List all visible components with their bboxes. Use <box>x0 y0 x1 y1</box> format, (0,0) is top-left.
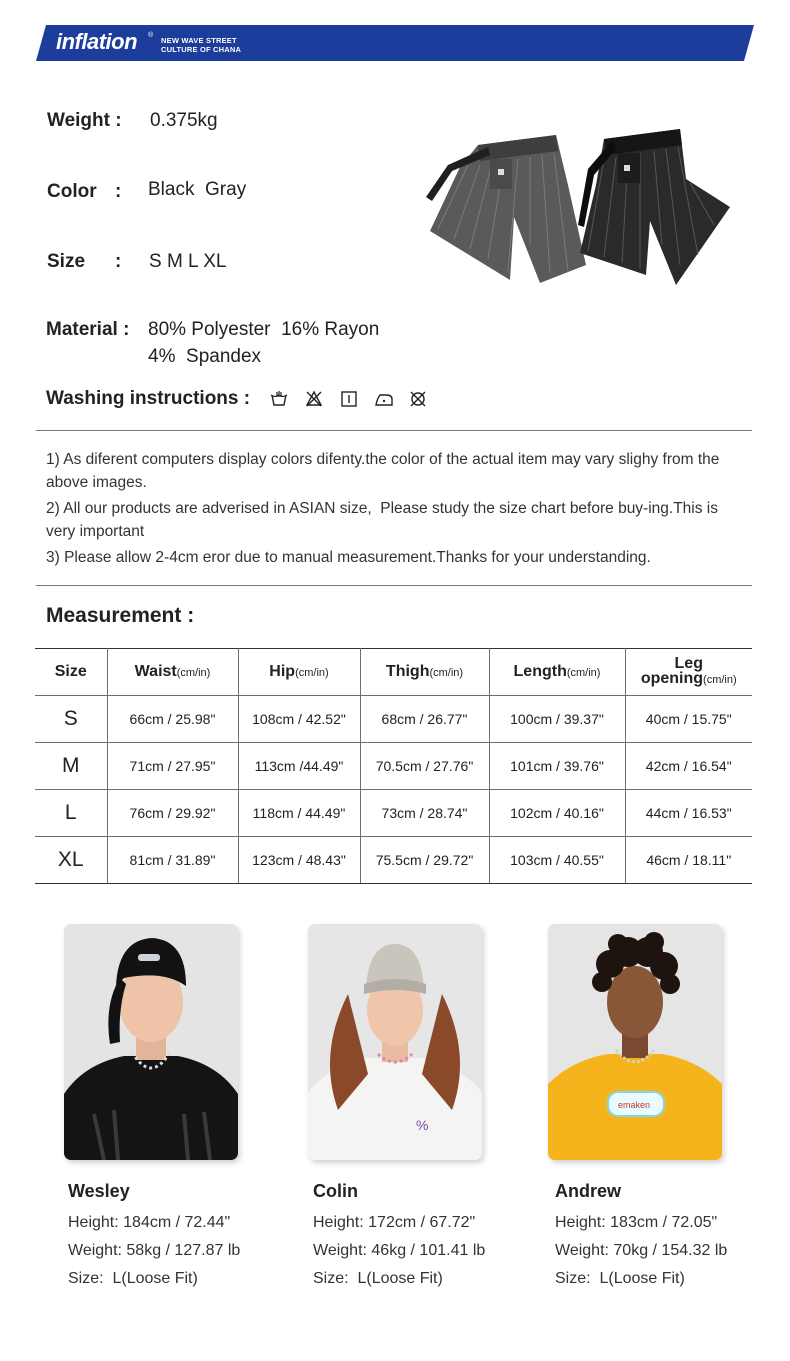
note-2: 2) All our products are adverised in ASIAN size, Please study the size chart before buy-ing.This is very important <box>46 500 723 540</box>
product-image <box>418 125 738 290</box>
model-weight-andrew: Weight: 70kg / 154.32 lb <box>555 1242 728 1259</box>
table-cell: 70.5cm / 27.76" <box>360 743 489 790</box>
header-size-label: Size <box>54 663 87 680</box>
model-weight-wesley: Weight: 58kg / 127.87 lb <box>68 1242 241 1259</box>
col-header-hip <box>238 649 360 696</box>
no-bleach-icon <box>305 389 323 414</box>
table-cell: 68cm / 26.77" <box>360 696 489 743</box>
table-cell: 76cm / 29.92" <box>107 790 238 837</box>
gray-pants <box>426 135 586 283</box>
table-cell: 108cm / 42.52" <box>238 696 360 743</box>
brand-banner <box>36 25 754 61</box>
table-cell: 118cm / 44.49" <box>238 790 360 837</box>
table-header-row <box>35 649 752 696</box>
no-dry-clean-icon <box>409 389 427 414</box>
model-height-andrew: Height: 183cm / 72.05" <box>555 1214 718 1231</box>
table-cell: 73cm / 28.74" <box>360 790 489 837</box>
header-thigh-unit: (cm/in) <box>429 667 464 679</box>
col-header-leg-opening <box>625 649 752 696</box>
model-photo-andrew <box>548 924 722 1160</box>
divider-bottom <box>36 585 752 586</box>
table-cell: 123cm / 48.43" <box>238 837 360 884</box>
header-hip-label: Hip <box>269 663 296 680</box>
banner-shape <box>36 25 754 61</box>
size-label: Size <box>47 251 86 272</box>
header-leg-label: Leg <box>674 655 703 672</box>
table-cell: 40cm / 15.75" <box>625 696 752 743</box>
table-cell: 81cm / 31.89" <box>107 837 238 884</box>
table-row <box>35 696 752 743</box>
model-name-colin: Colin <box>313 1181 358 1201</box>
weight-label: Weight : <box>47 110 122 131</box>
model-name-andrew: Andrew <box>555 1181 622 1201</box>
table-cell: L <box>35 790 107 837</box>
color-colon: : <box>115 181 122 202</box>
table-cell: S <box>35 696 107 743</box>
brand-tagline <box>161 36 241 54</box>
size-colon: : <box>115 251 122 272</box>
washing-label: Washing instructions : <box>46 388 251 409</box>
note-3: 3) Please allow 2-4cm eror due to manual measurement.Thanks for your understanding. <box>46 549 651 566</box>
model-size-andrew: Size: L(Loose Fit) <box>555 1270 685 1287</box>
color-value: Black Gray <box>148 179 247 200</box>
table-row <box>35 837 752 884</box>
header-length-unit: (cm/in) <box>566 667 601 679</box>
weight-value: 0.375kg <box>150 110 218 131</box>
brand-logo[interactable]: inflation <box>56 29 138 54</box>
table-cell: 102cm / 40.16" <box>489 790 625 837</box>
table-cell: 103cm / 40.55" <box>489 837 625 884</box>
material-value-line-2: 4% Spandex <box>148 346 262 367</box>
table-cell: M <box>35 743 107 790</box>
model-weight-colin: Weight: 46kg / 101.41 lb <box>313 1242 486 1259</box>
iron-icon <box>374 389 394 414</box>
table-cell: 44cm / 16.53" <box>625 790 752 837</box>
table-cell: 100cm / 39.37" <box>489 696 625 743</box>
note-1: 1) As diferent computers display colors difenty.the color of the actual item may vary slighy from the above images. <box>46 451 720 491</box>
table-cell: XL <box>35 837 107 884</box>
table-cell: 46cm / 18.11" <box>625 837 752 884</box>
table-cell: 101cm / 39.76" <box>489 743 625 790</box>
header-leg-unit: (cm/in) <box>703 674 737 686</box>
notes-block <box>46 448 746 572</box>
size-value: S M L XL <box>149 251 227 272</box>
tagline-line-2: CULTURE OF CHANA <box>161 45 242 54</box>
shirt-percent-mark: % <box>416 1117 429 1133</box>
model-photo-colin <box>308 924 482 1160</box>
header-thigh-label: Thigh <box>385 663 430 680</box>
hand-wash-icon <box>270 389 288 414</box>
col-header-thigh <box>360 649 489 696</box>
table-row <box>35 743 752 790</box>
table-cell: 66cm / 25.98" <box>107 696 238 743</box>
col-header-waist <box>107 649 238 696</box>
model-height-colin: Height: 172cm / 67.72" <box>313 1214 476 1231</box>
table-row <box>35 790 752 837</box>
model-name-wesley: Wesley <box>68 1181 130 1201</box>
col-header-length <box>489 649 625 696</box>
table-cell: 75.5cm / 29.72" <box>360 837 489 884</box>
black-pants <box>578 129 730 285</box>
header-waist-label: Waist <box>134 663 177 680</box>
table-cell: 42cm / 16.54" <box>625 743 752 790</box>
header-length-label: Length <box>513 663 567 680</box>
divider-top <box>36 430 752 431</box>
material-label: Material : <box>46 319 130 340</box>
model-size-colin: Size: L(Loose Fit) <box>313 1270 443 1287</box>
tagline-line-1: NEW WAVE STREET <box>161 36 237 45</box>
color-label: Color <box>47 181 97 202</box>
material-value-line-1: 80% Polyester 16% Rayon <box>148 319 380 340</box>
shirt-logo-text: emaken <box>618 1100 651 1110</box>
header-waist-unit: (cm/in) <box>176 667 211 679</box>
col-header-size <box>35 649 107 696</box>
model-size-wesley: Size: L(Loose Fit) <box>68 1270 198 1287</box>
model-height-wesley: Height: 184cm / 72.44" <box>68 1214 231 1231</box>
measurement-title: Measurement : <box>46 604 195 627</box>
measurement-table <box>35 648 752 884</box>
model-photo-wesley <box>64 924 238 1160</box>
header-hip-unit: (cm/in) <box>295 667 329 679</box>
table-cell: 71cm / 27.95" <box>107 743 238 790</box>
table-cell: 113cm /44.49" <box>238 743 360 790</box>
registered-mark: ® <box>148 32 154 39</box>
tumble-dry-icon <box>340 389 358 414</box>
header-opening-label: opening <box>640 670 704 687</box>
